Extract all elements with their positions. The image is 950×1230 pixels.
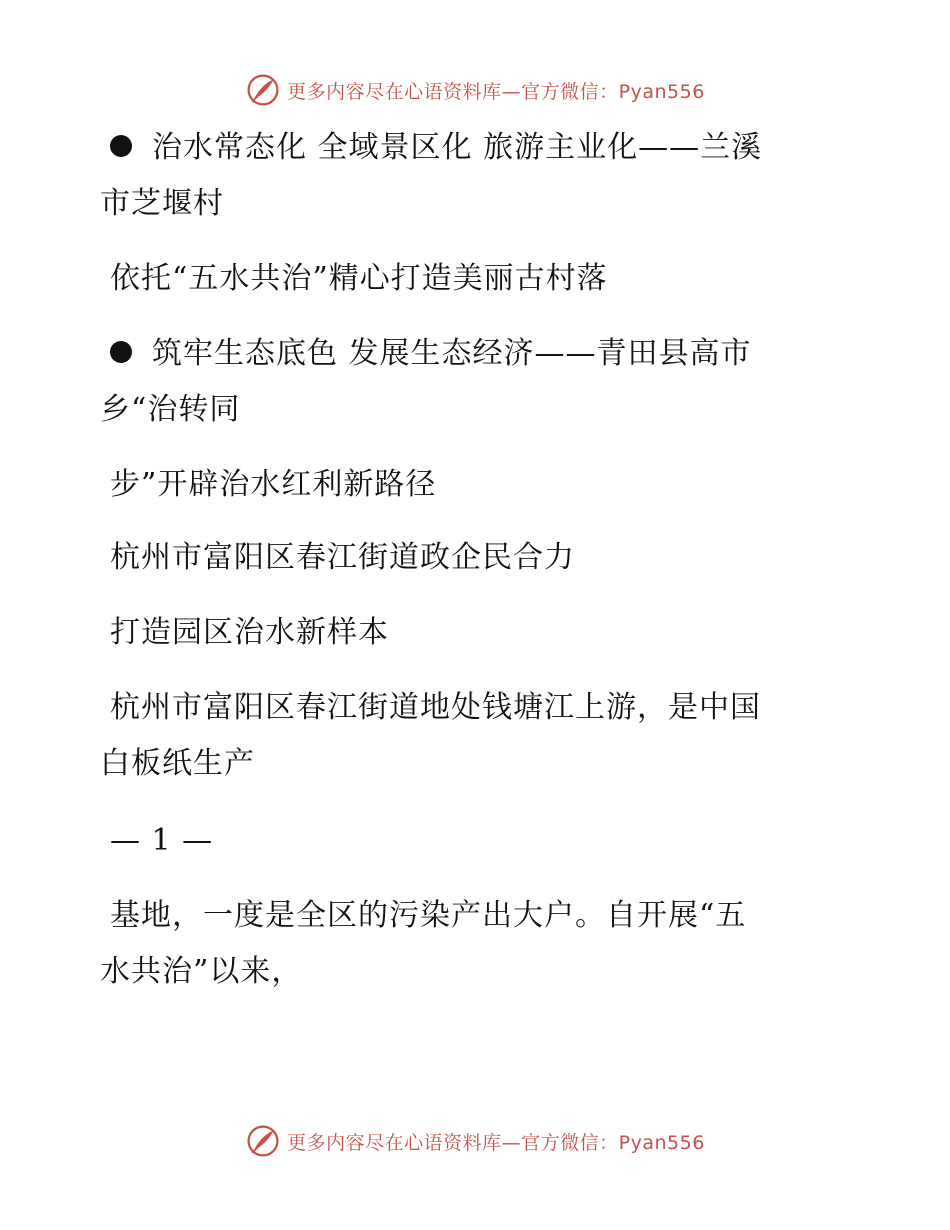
text-line: 白板纸生产 bbox=[100, 746, 255, 781]
watermark-text: 更多内容尽在心语资料库—官方微信：Pyan556 bbox=[287, 1131, 705, 1154]
watermark-text: 更多内容尽在心语资料库—官方微信：Pyan556 bbox=[287, 80, 705, 103]
text-line: 基地，一度是全区的污染产出大户。自开展“五 bbox=[110, 898, 747, 933]
heading-text: 筑牢生态底色 发展生态经济——青田县高市 bbox=[152, 336, 752, 371]
bullet-line bbox=[100, 130, 762, 166]
bullet-line bbox=[100, 336, 752, 372]
text-line: 市芝堰村 bbox=[100, 186, 224, 221]
header-watermark bbox=[0, 70, 950, 110]
text-line: 水共治”以来， bbox=[100, 954, 303, 989]
text-line: 步”开辟治水红利新路径 bbox=[110, 467, 437, 502]
bullet-icon bbox=[110, 341, 132, 363]
quill-logo-icon bbox=[245, 1123, 281, 1159]
text-line: 依托“五水共治”精心打造美丽古村落 bbox=[110, 261, 608, 296]
heading-text: 治水常态化 全域景区化 旅游主业化——兰溪 bbox=[152, 130, 763, 165]
text-line: 杭州市富阳区春江街道地处钱塘江上游，是中国 bbox=[110, 690, 761, 725]
footer-watermark bbox=[0, 1121, 950, 1161]
bullet-icon bbox=[110, 135, 132, 157]
text-line: 打造园区治水新样本 bbox=[110, 615, 389, 650]
page-number: — 1 — bbox=[110, 823, 214, 858]
text-line: 杭州市富阳区春江街道政企民合力 bbox=[110, 540, 575, 575]
quill-logo-icon bbox=[245, 72, 281, 108]
text-line: 乡“治转同 bbox=[100, 392, 241, 427]
